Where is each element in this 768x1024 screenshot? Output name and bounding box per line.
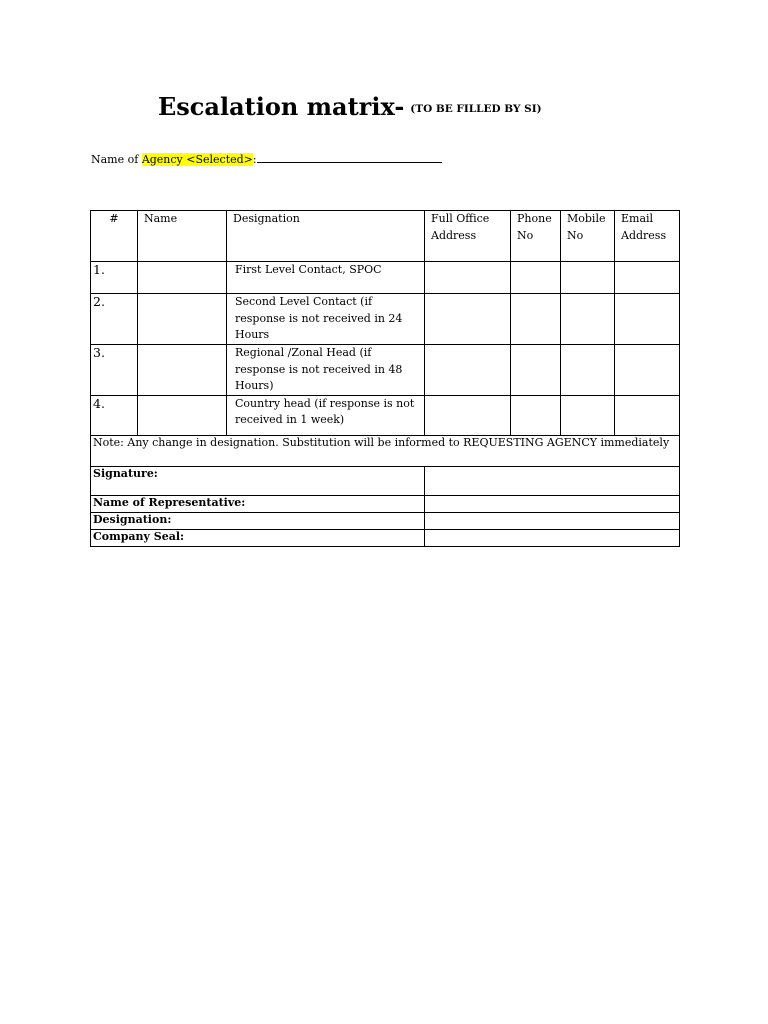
note-row — [91, 435, 680, 466]
row-number: 2. — [91, 294, 138, 345]
email-cell[interactable] — [615, 345, 680, 396]
company-seal-row — [91, 529, 680, 546]
company-seal-label: Company Seal: — [91, 529, 425, 546]
mobile-cell[interactable] — [561, 345, 615, 396]
name-cell[interactable] — [138, 294, 227, 345]
document-title — [158, 92, 542, 121]
representative-label: Name of Representative: — [91, 495, 425, 512]
office-address-cell[interactable] — [425, 294, 511, 345]
name-cell[interactable] — [138, 262, 227, 294]
row-number: 4. — [91, 395, 138, 435]
mobile-cell[interactable] — [561, 294, 615, 345]
title-subtitle: (TO BE FILLED BY SI) — [410, 103, 542, 115]
mobile-cell[interactable] — [561, 395, 615, 435]
agency-suffix: : — [252, 153, 257, 166]
table-row — [91, 294, 680, 345]
header-office-address: Full Office Address — [425, 211, 511, 262]
designation-field[interactable] — [425, 512, 680, 529]
title-main: Escalation matrix- — [158, 92, 405, 121]
row-number: 1. — [91, 262, 138, 294]
office-address-cell[interactable] — [425, 262, 511, 294]
signature-label: Signature: — [91, 466, 425, 495]
designation-label: Designation: — [91, 512, 425, 529]
representative-row — [91, 495, 680, 512]
mobile-cell[interactable] — [561, 262, 615, 294]
designation-sign-row — [91, 512, 680, 529]
agency-prefix: Name of — [91, 153, 142, 166]
escalation-table — [90, 210, 680, 547]
header-email: Email Address — [615, 211, 680, 262]
agency-name-line — [91, 152, 442, 166]
table-header-row — [91, 211, 680, 262]
name-cell[interactable] — [138, 345, 227, 396]
signature-field[interactable] — [425, 466, 680, 495]
phone-cell[interactable] — [511, 262, 561, 294]
header-mobile: Mobile No — [561, 211, 615, 262]
note-text: Note: Any change in designation. Substitution will be informed to REQUESTING AGENCY immediately — [91, 435, 680, 466]
designation-cell: Country head (if response is not received in 1 week) — [227, 395, 425, 435]
header-phone: Phone No — [511, 211, 561, 262]
designation-cell: Regional /Zonal Head (if response is not received in 48 Hours) — [227, 345, 425, 396]
phone-cell[interactable] — [511, 294, 561, 345]
header-designation: Designation — [227, 211, 425, 262]
phone-cell[interactable] — [511, 395, 561, 435]
representative-field[interactable] — [425, 495, 680, 512]
table-row — [91, 262, 680, 294]
signature-row — [91, 466, 680, 495]
office-address-cell[interactable] — [425, 395, 511, 435]
office-address-cell[interactable] — [425, 345, 511, 396]
designation-cell: Second Level Contact (if response is not received in 24 Hours — [227, 294, 425, 345]
row-number: 3. — [91, 345, 138, 396]
table-row — [91, 345, 680, 396]
phone-cell[interactable] — [511, 345, 561, 396]
company-seal-field[interactable] — [425, 529, 680, 546]
header-name: Name — [138, 211, 227, 262]
agency-name-field[interactable] — [257, 152, 442, 163]
agency-highlight: Agency <Selected> — [141, 153, 253, 166]
header-number: # — [91, 211, 138, 262]
email-cell[interactable] — [615, 294, 680, 345]
table-row — [91, 395, 680, 435]
name-cell[interactable] — [138, 395, 227, 435]
email-cell[interactable] — [615, 262, 680, 294]
designation-cell: First Level Contact, SPOC — [227, 262, 425, 294]
email-cell[interactable] — [615, 395, 680, 435]
